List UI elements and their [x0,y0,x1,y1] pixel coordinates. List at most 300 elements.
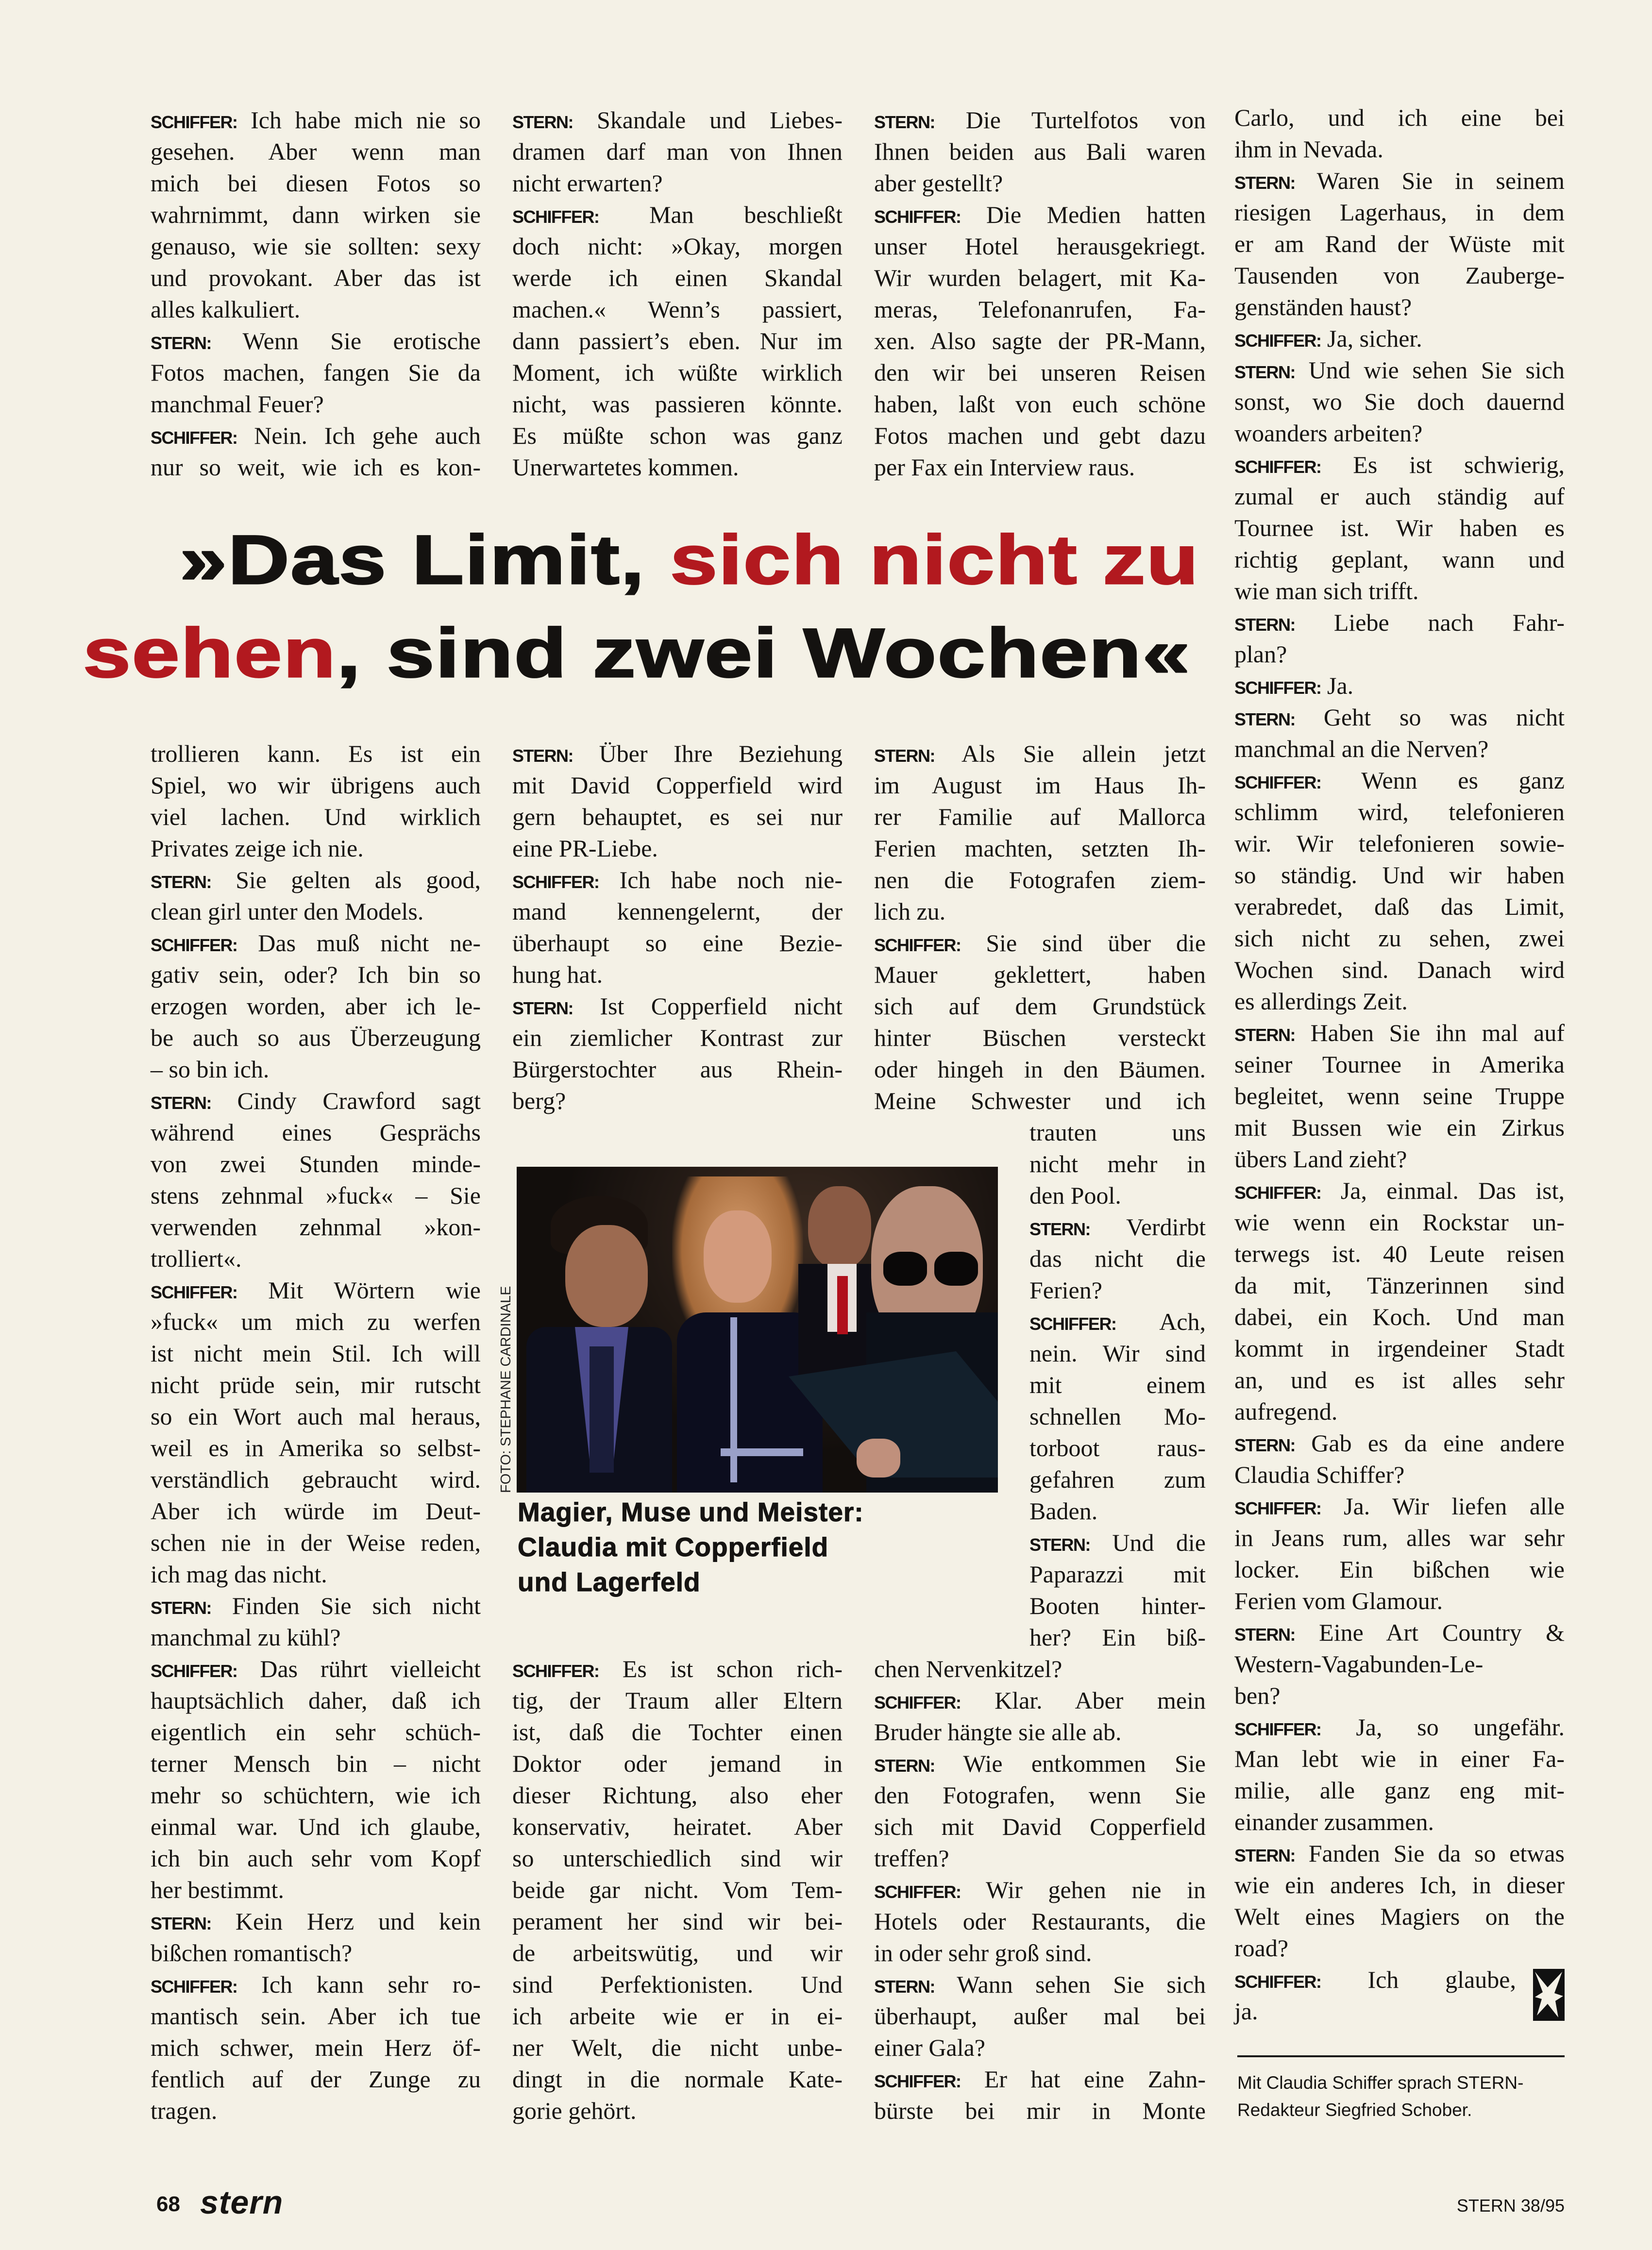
text-line [151,1969,481,2000]
text-line [874,104,1206,136]
line-text: schnellen Mo- [1029,1403,1206,1430]
line-text: Er hat eine Zahn- [984,2065,1206,2093]
text-line [1234,386,1565,418]
line-text: da mit, Tänzerinnen sind [1234,1272,1565,1299]
line-text: Haben Sie ihn mal auf [1310,1019,1565,1046]
text-line [151,1464,481,1495]
text-line [151,1022,481,1054]
line-text: Mauer geklettert, haben [874,961,1206,988]
speaker-label: STERN: [1234,173,1295,193]
text-line [1234,1270,1565,1301]
line-text: Und wie sehen Sie sich [1308,356,1565,384]
text-line [1234,1648,1565,1680]
line-text: sich mit David Copperfield [874,1813,1206,1840]
text-line [512,801,843,833]
line-text: nicht mehr in [1029,1150,1206,1177]
line-text: trauten uns [1029,1119,1206,1146]
text-line [874,388,1206,420]
text-line [512,1054,843,1085]
speaker-label: SCHIFFER: [1234,772,1321,792]
text-line [1029,1211,1206,1243]
text-line [151,1527,481,1559]
line-text: ja. [1234,1998,1258,2025]
speaker-label: SCHIFFER: [1234,331,1321,351]
text-line [874,1653,1206,1685]
line-text: clean girl unter den Models. [151,898,424,925]
interview-credit [1237,2069,1523,2124]
line-text: stens zehnmal »fuck« – Sie [151,1182,481,1209]
text-line [512,1843,843,1874]
line-text: nicht prüde sein, mir rutscht [151,1371,481,1398]
line-text: aber gestellt? [874,169,1003,197]
text-line [1234,1112,1565,1143]
line-text: Fotos machen, fangen Sie da [151,359,481,386]
text-line [874,262,1206,294]
text-line [1234,1617,1565,1648]
text-line [151,1780,481,1811]
line-text: übers Land zieht? [1234,1145,1407,1173]
text-line [1234,1396,1565,1427]
line-text: überhaupt so eine Bezie- [512,929,843,957]
line-text: Man lebt wie in einer Fa- [1234,1745,1565,1772]
line-text: manchmal Feuer? [151,390,324,418]
pull-quote-line-2 [83,615,1191,692]
text-line [1029,1243,1206,1275]
line-text: Bruder hängte sie alle ab. [874,1718,1122,1746]
text-line [512,991,843,1022]
text-line [874,136,1206,168]
caption-line: Claudia mit Copperfield [518,1532,829,1562]
line-text: berg? [512,1087,566,1114]
line-text: mich bei diesen Fotos so [151,169,481,197]
text-line [874,896,1206,927]
text-line [874,294,1206,325]
pull-quote-black: , sind zwei Wochen« [337,615,1191,692]
text-line [1234,512,1565,544]
line-text: hinter Büschen versteckt [874,1024,1206,1051]
text-line [1234,1712,1565,1743]
text-line [1029,1495,1206,1527]
divider [1237,2055,1565,2057]
line-text: Aber ich würde im Deut- [151,1497,481,1525]
text-line [1234,228,1565,260]
line-text: Es ist schon rich- [622,1655,843,1682]
line-text: milie, alle ganz eng mit- [1234,1777,1565,1804]
line-text: Klar. Aber mein [995,1687,1206,1714]
speaker-label: STERN: [1234,1025,1295,1045]
text-line [1234,1427,1565,1459]
text-line [512,2095,843,2127]
text-line [151,1117,481,1148]
line-text: tragen. [151,2097,218,2124]
line-text: Ja. [1327,672,1354,699]
line-text: Liebe nach Fahr- [1333,609,1565,636]
line-text: Wir wurden belagert, mit Ka- [874,264,1206,291]
text-line [151,1843,481,1874]
text-line [1234,575,1565,607]
line-text: weil es in Amerika so selbst- [151,1434,481,1461]
line-text: gorie gehört. [512,2097,637,2124]
speaker-label: SCHIFFER: [512,1661,599,1681]
text-column [151,738,481,2127]
speaker-label: STERN: [151,1093,211,1113]
pull-quote-black: »Das Limit, [180,521,671,599]
line-text: tig, der Traum aller Eltern [512,1687,843,1714]
text-line [874,325,1206,357]
photo-caption [518,1494,864,1599]
line-text: Geht so was nicht [1323,704,1565,731]
text-line [1234,1017,1565,1049]
line-text: Spiel, wo wir übrigens auch [151,772,481,799]
text-line [1234,197,1565,228]
line-text: Gab es da eine andere [1311,1429,1565,1457]
text-line [512,420,843,452]
text-line [151,1338,481,1369]
speaker-label: SCHIFFER: [512,872,599,892]
text-line [1234,354,1565,386]
line-text: Hotels oder Restaurants, die [874,1908,1206,1935]
line-text: dingt in die normale Kate- [512,2065,843,2093]
line-text: wie man sich trifft. [1234,577,1419,604]
line-text: Ich habe mich nie so [251,106,481,134]
text-line [512,2032,843,2064]
line-text: er am Rand der Wüste mit [1234,230,1565,257]
text-line [512,136,843,168]
text-line [512,896,843,927]
text-line [151,104,481,136]
speaker-label: SCHIFFER: [1234,1719,1321,1739]
text-line [874,864,1206,896]
text-line [151,770,481,801]
line-text: wir. Wir telefonieren sowie- [1234,830,1565,857]
text-line [151,1401,481,1432]
caption-line: und Lagerfeld [518,1567,701,1597]
line-text: einer Gala? [874,2034,986,2061]
line-text: Waren Sie in seinem [1316,167,1565,194]
text-line [512,864,843,896]
text-line [512,1811,843,1843]
speaker-label: STERN: [151,872,211,892]
line-text: xen. Also sagte der PR-Mann, [874,327,1206,354]
text-line [1029,1148,1206,1180]
text-line [1029,1117,1206,1148]
text-line [151,1054,481,1085]
text-line [151,1685,481,1716]
line-text: Tournee ist. Wir haben es [1234,514,1565,541]
issue-label: STERN 38/95 [1456,2196,1565,2216]
line-text: und provokant. Aber das ist [151,264,481,291]
line-text: Claudia Schiffer? [1234,1461,1405,1488]
text-line [1234,1585,1565,1617]
text-line [512,1716,843,1748]
line-text: de arbeitswütig, und wir [512,1939,843,1966]
line-text: Ihnen beiden aus Bali waren [874,138,1206,165]
text-line [1234,1143,1565,1175]
line-text: den Pool. [1029,1182,1121,1209]
speaker-label: SCHIFFER: [1234,678,1321,698]
stern-star-icon [1533,1969,1565,2021]
line-text: – so bin ich. [151,1056,270,1083]
line-text: Ja, sicher. [1327,325,1422,352]
text-line [1029,1559,1206,1590]
line-text: den Fotografen, wenn Sie [874,1781,1206,1809]
text-line [151,136,481,168]
line-text: fentlich auf der Zunge zu [151,2065,481,2093]
text-line [1234,796,1565,828]
text-line [874,199,1206,231]
text-line [1234,165,1565,197]
text-line [874,2000,1206,2032]
speaker-label: SCHIFFER: [874,935,961,955]
line-text: nein. Wir sind [1029,1340,1206,1367]
line-text: seiner Tournee in Amerika [1234,1051,1565,1078]
line-text: in oder sehr groß sind. [874,1939,1092,1966]
speaker-label: STERN: [874,1977,935,1997]
line-text: Bürgerstochter aus Rhein- [512,1056,843,1083]
line-text: Wenn es ganz [1361,767,1565,794]
line-text: Das rührt vielleicht [260,1655,481,1682]
line-text: riesigen Lagerhaus, in dem [1234,199,1565,226]
line-text: von zwei Stunden minde- [151,1150,481,1177]
text-line [1234,418,1565,449]
text-line [151,1243,481,1275]
line-text: Ja, so ungefähr. [1356,1713,1565,1741]
text-line [512,2064,843,2095]
text-line [1029,1306,1206,1338]
text-line [874,2064,1206,2095]
text-line [1234,1522,1565,1554]
text-line [1234,607,1565,638]
text-line [151,1495,481,1527]
speaker-label: STERN: [512,112,573,132]
speaker-label: SCHIFFER: [1234,1183,1321,1203]
text-line [874,1937,1206,1969]
line-text: sind Perfektionisten. Und [512,1971,843,1998]
text-line [151,231,481,262]
line-text: Privates zeige ich nie. [151,835,364,862]
line-text: einmal war. Und ich glaube, [151,1813,481,1840]
line-text: manchmal an die Nerven? [1234,735,1489,762]
text-line [151,1811,481,1843]
text-line [151,1937,481,1969]
text-line [151,2000,481,2032]
line-text: Tausenden von Zauberge- [1234,262,1565,289]
line-text: dabei, ein Koch. Und man [1234,1303,1565,1330]
text-line [512,927,843,959]
line-text: Ist Copperfield nicht [600,992,843,1020]
line-text: ben? [1234,1682,1281,1709]
line-text: eigentlich ein sehr schüch- [151,1718,481,1746]
line-text: an, und es ist alles sehr [1234,1366,1565,1394]
text-line [1234,733,1565,765]
line-text: Es ist schwierig, [1353,451,1565,478]
photo-credit: FOTO: STEPHANE CARDINALE [498,1286,514,1493]
line-text: mit Bussen wie ein Zirkus [1234,1114,1565,1141]
line-text: nicht, was passieren könnte. [512,390,843,418]
speaker-label: SCHIFFER: [874,2071,961,2091]
line-text: be auch so aus Überzeugung [151,1024,481,1051]
text-line [874,738,1206,770]
line-text: Ja. Wir liefen alle [1344,1493,1565,1520]
line-text: Sie gelten als good, [236,866,481,893]
line-text: Moment, ich wüßte wirklich [512,359,843,386]
text-line [151,325,481,357]
pull-quote-red: sehen [83,615,337,692]
text-line [874,1685,1206,1716]
text-line [1234,891,1565,923]
speaker-label: SCHIFFER: [1234,457,1321,477]
line-text: sich nicht zu sehen, zwei [1234,924,1565,952]
line-text: road? [1234,1934,1289,1962]
text-line [512,262,843,294]
text-line [874,833,1206,864]
text-line [874,2095,1206,2127]
speaker-label: STERN: [512,998,573,1018]
text-line [874,959,1206,991]
text-line [151,864,481,896]
line-text: sich auf dem Grundstück [874,992,1206,1020]
text-line [512,833,843,864]
line-text: so ein Wort auch mal heraus, [151,1403,481,1430]
line-text: dieser Richtung, also eher [512,1781,843,1809]
speaker-label: STERN: [151,1914,211,1933]
line-text: oder hingeh in den Bäumen. [874,1056,1206,1083]
text-line [1029,1338,1206,1369]
photo-schiffer-copperfield-lagerfeld [517,1167,998,1493]
line-text: hung hat. [512,961,603,988]
text-line [512,357,843,388]
text-line [1234,1743,1565,1775]
text-line [874,770,1206,801]
speaker-label: SCHIFFER: [151,1661,237,1681]
text-column [874,104,1206,483]
text-line [1234,859,1565,891]
speaker-label: SCHIFFER: [151,428,237,448]
line-text: »fuck« um mich zu werfen [151,1308,481,1335]
line-text: ihm in Nevada. [1234,135,1383,163]
line-text: Nein. Ich gehe auch [254,422,481,449]
speaker-label: STERN: [151,333,211,353]
text-line [1234,134,1565,165]
text-line [1029,1590,1206,1622]
line-text: Unerwartetes kommen. [512,453,739,481]
line-text: torboot raus- [1029,1434,1206,1461]
line-text: Ferien? [1029,1276,1102,1304]
line-text: konservativ, heiratet. Aber [512,1813,843,1840]
text-line [151,1748,481,1780]
line-text: Ich glaube, [1367,1966,1516,1993]
line-text: her bestimmt. [151,1876,284,1903]
line-text: Doktor oder jemand in [512,1750,843,1777]
text-column [512,1653,843,2127]
text-line [1234,702,1565,733]
text-line [151,168,481,199]
speaker-label: SCHIFFER: [151,1282,237,1302]
line-text: Skandale und Liebes- [596,106,843,134]
text-line [1234,291,1565,323]
line-text: Paparazzi mit [1029,1561,1206,1588]
text-line [512,2000,843,2032]
line-text: ist, daß die Tochter einen [512,1718,843,1746]
line-text: verwenden zehnmal »kon- [151,1213,481,1241]
text-line [874,1843,1206,1874]
speaker-label: SCHIFFER: [151,1977,237,1997]
speaker-label: STERN: [1234,1846,1295,1865]
text-line [151,991,481,1022]
line-text: sonst, wo Sie doch dauernd [1234,388,1565,415]
line-text: Eine Art Country & [1319,1619,1565,1646]
text-line [151,1906,481,1937]
text-line [874,801,1206,833]
line-text: hauptsächlich daher, daß ich [151,1687,481,1714]
text-line [512,325,843,357]
caption-line: Magier, Muse und Meister: [518,1497,864,1527]
line-text: Ich habe noch nie- [619,866,843,893]
text-column [151,104,481,483]
interview-credit-line: Mit Claudia Schiffer sprach STERN- [1237,2073,1524,2093]
text-line [1029,1432,1206,1464]
text-line [1234,260,1565,291]
line-text: so unterschiedlich sind wir [512,1845,843,1872]
text-line [1234,102,1565,134]
text-line [1234,1301,1565,1333]
line-text: rer Familie auf Mallorca [874,803,1206,830]
line-text: ich bin auch sehr vom Kopf [151,1845,481,1872]
line-text: genauso, wie sie sollten: sexy [151,233,481,260]
text-line [512,104,843,136]
text-line [512,1906,843,1937]
line-text: Finden Sie sich nicht [232,1592,481,1619]
line-text: mantisch sein. Aber ich tue [151,2002,481,2030]
line-text: Und die [1112,1529,1206,1556]
text-line [1234,1680,1565,1712]
text-line [1234,670,1565,702]
speaker-label: SCHIFFER: [151,112,237,132]
text-line [151,262,481,294]
line-text: meras, Telefonanrufen, Fa- [874,296,1206,323]
text-line [151,420,481,452]
line-text: überhaupt, außer mal bei [874,2002,1206,2030]
line-text: verständlich gebraucht wird. [151,1466,481,1493]
text-line [874,1969,1206,2000]
text-line [1234,1775,1565,1806]
line-text: Ich kann sehr ro- [261,1971,481,1998]
line-text: Carlo, und ich eine bei [1234,104,1565,131]
text-line [151,1590,481,1622]
line-text: gern behauptet, es sei nur [512,803,843,830]
line-text: ich mag das nicht. [151,1561,327,1588]
line-text: Die Medien hatten [986,201,1206,228]
line-text: terner Mensch bin – nicht [151,1750,481,1777]
line-text: erzogen worden, aber ich le- [151,992,481,1020]
text-line [151,1275,481,1306]
line-text: trollieren kann. Es ist ein [151,740,481,767]
line-text: in Jeans rum, alles war sehr [1234,1524,1565,1551]
text-line [151,833,481,864]
text-line [1234,1207,1565,1238]
line-text: per Fax ein Interview raus. [874,453,1135,481]
speaker-label: STERN: [874,112,935,132]
speaker-label: SCHIFFER: [874,1693,961,1713]
text-line [1234,1491,1565,1522]
text-line [1234,1869,1565,1901]
text-line [1234,1080,1565,1112]
text-line [151,388,481,420]
text-line [151,294,481,325]
speaker-label: STERN: [1029,1535,1090,1555]
line-text: wahrnimmt, dann wirken sie [151,201,481,228]
text-line [874,927,1206,959]
